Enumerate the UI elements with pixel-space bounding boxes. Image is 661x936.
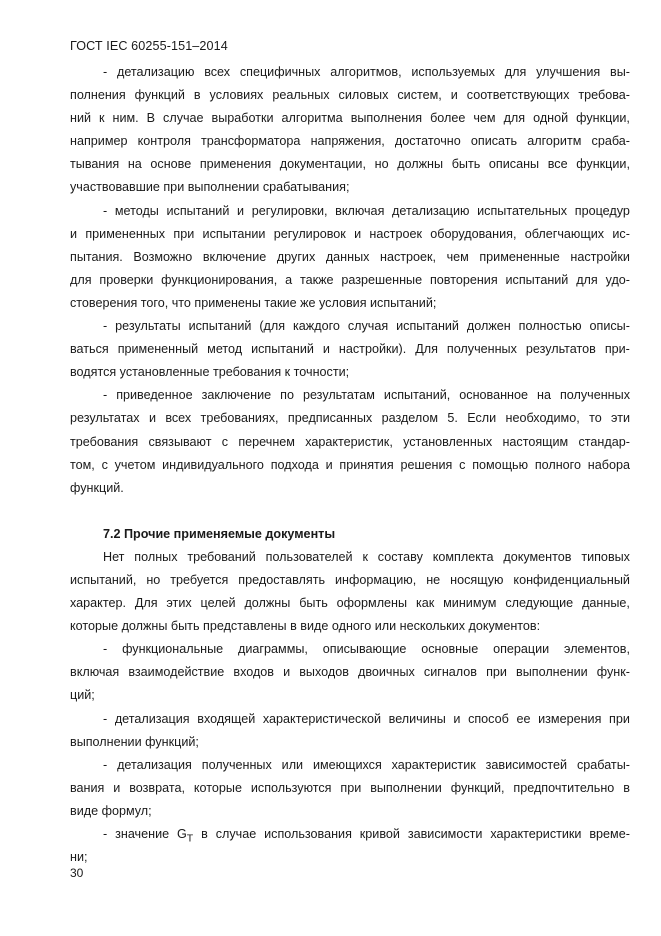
text-line: виде формул;	[70, 803, 152, 818]
text-line: требования связывают с перечнем характеристик, установленных настоящим стандар-	[70, 434, 630, 449]
text-line: и примененных при испытании регулировок и настроек оборудования, облегчающих ис-	[70, 226, 630, 241]
section-heading: 7.2 Прочие применяемые документы	[103, 526, 336, 541]
text-line: том, с учетом индивидуального подхода и принятия решения с помощью полного набора	[70, 457, 630, 472]
text-line: результатах и всех требованиях, предписанных разделом 5. Если необходимо, то эти	[70, 411, 630, 426]
paragraph	[70, 546, 630, 638]
section-gap	[70, 500, 630, 523]
text-line: ний к ним. В случае выработки алгоритма выполнения более чем для одной функции,	[70, 111, 630, 126]
paragraph	[70, 708, 630, 754]
text-line: - приведенное заключение по результатам испытаний, основанное на полученных	[103, 388, 630, 403]
text-line: полнения функций в условиях реальных силовых систем, и соответствующих требова-	[70, 88, 630, 103]
paragraph	[70, 200, 630, 315]
text-line: - детализация входящей характеристической величины и способ ее измерения при	[103, 711, 630, 726]
text-line: стоверения того, что применены такие же условия испытаний;	[70, 295, 437, 310]
paragraph	[70, 638, 630, 707]
text-line: пытания. Возможно включение других данных настроек, чем примененные настройки	[70, 249, 630, 264]
text-line: - методы испытаний и регулировки, включая детализацию испытательных процедур	[103, 203, 630, 218]
text-line: функций.	[70, 480, 124, 495]
text-line: Нет полных требований пользователей к составу комплекта документов типовых	[103, 549, 630, 564]
text-line: характер. Для этих целей должны быть оформлены как минимум следующие данные,	[70, 596, 630, 611]
paragraph	[70, 384, 630, 499]
text-line: - функциональные диаграммы, описывающие основные операции элементов,	[103, 642, 630, 657]
text-line: для проверки функционирования, а также разрешенные повторения испытаний для удо-	[70, 272, 630, 287]
text-line: - результаты испытаний (для каждого случая испытаний должен полностью описы-	[103, 319, 630, 334]
text-line: - значение $G_T$ в случае использования кривой зависимости характеристики време-	[103, 827, 630, 845]
text-line: ни;	[70, 850, 88, 865]
text-line: участвовавшие при выполнении срабатывания;	[70, 180, 350, 195]
text-line: включая взаимодействие входов и выходов двоичных сигналов при выполнении функ-	[70, 665, 630, 680]
text-line: - детализация полученных или имеющихся характеристик зависимостей срабаты-	[103, 757, 630, 772]
text-line: ций;	[70, 688, 95, 703]
text-line: испытаний, но требуется предоставлять информацию, не носящую конфиденциальный	[70, 572, 630, 587]
text-line: вания и возврата, которые используются при выполнении функций, предпочтительно в	[70, 780, 630, 795]
text-line: ваться примененный метод испытаний и настройки). Для полученных результатов при-	[70, 342, 630, 357]
text-line: выполнении функций;	[70, 734, 199, 749]
text-line: - детализацию всех специфичных алгоритмов, используемых для улучшения вы-	[103, 65, 630, 79]
paragraph	[70, 823, 630, 869]
text-line: тывания на основе применения документации, но должны быть описаны все функции,	[70, 157, 630, 172]
paragraph	[70, 315, 630, 384]
text-line: например контроля трансформатора напряжения, достаточно описать алгоритм сраба-	[70, 134, 630, 149]
document-header: ГОСТ IEC 60255-151–2014	[70, 39, 228, 53]
paragraph	[70, 61, 630, 200]
text-line: водятся установленные требования к точности;	[70, 365, 350, 380]
text-line: которые должны быть представлены в виде одного или нескольких документов:	[70, 619, 541, 634]
paragraph	[70, 754, 630, 823]
document-body	[70, 61, 630, 869]
page-number: 30	[70, 866, 84, 880]
